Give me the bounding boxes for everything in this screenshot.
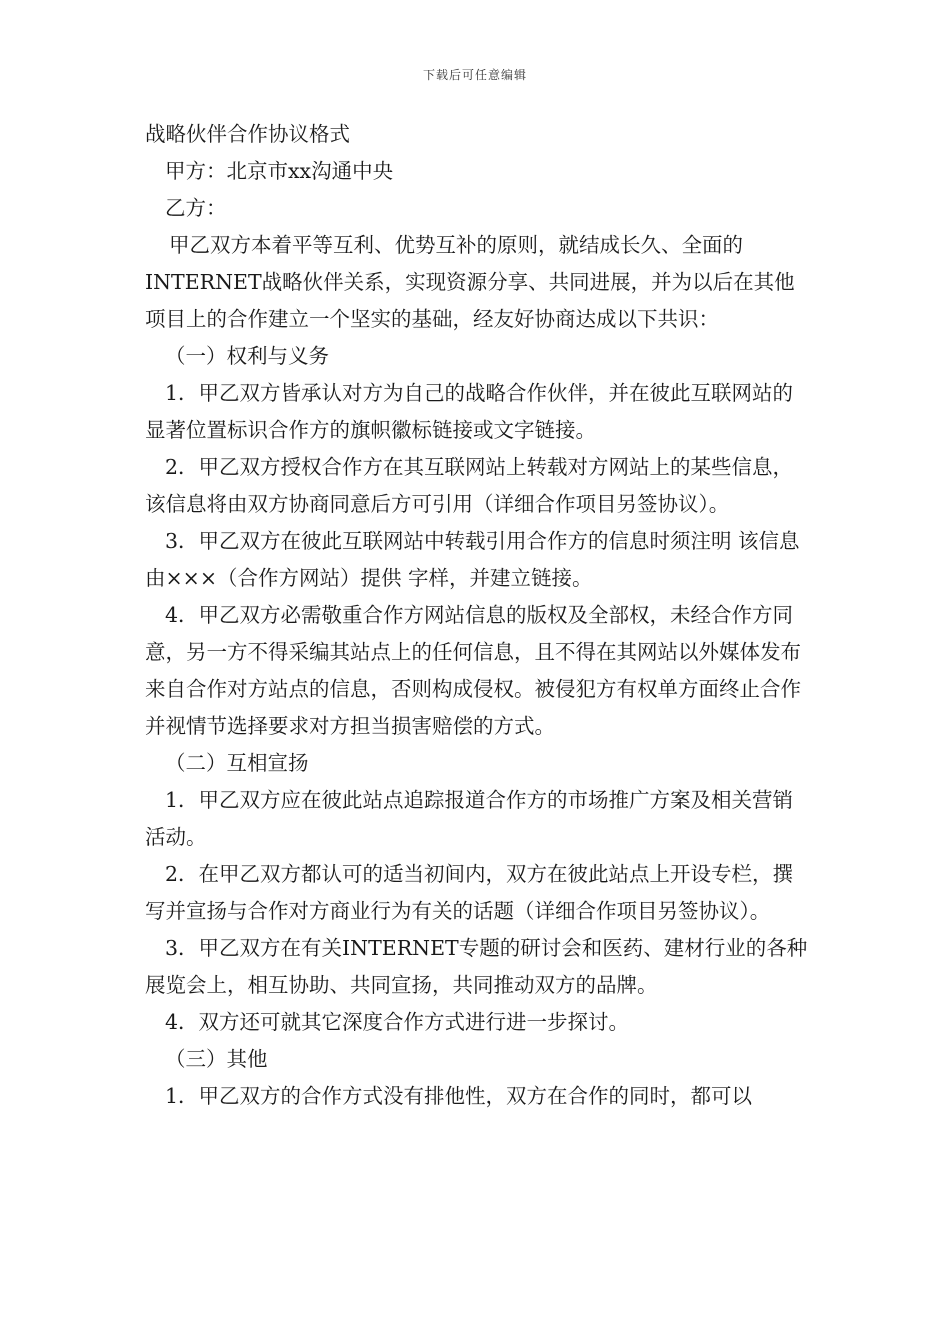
clause-2-3: 3．甲乙双方在有关INTERNET专题的研讨会和医药、建材行业的各种展览会上，相互协助、共同宣扬，共同推动双方的品牌。 — [145, 936, 808, 997]
clause-2-2: 2．在甲乙双方都认可的适当初间内，双方在彼此站点上开设专栏，撰写并宣扬与合作对方商业行为有关的话题（详细合作项目另签协议）。 — [145, 862, 794, 923]
document-title: 战略伙伴合作协议格式 — [145, 122, 350, 146]
section-heading-2: （二）互相宣扬 — [165, 751, 309, 775]
document-body — [145, 116, 810, 1115]
clause-1-2: 2．甲乙双方授权合作方在其互联网站上转载对方网站上的某些信息，该信息将由双方协商同意后方可引用（详细合作项目另签协议）。 — [145, 455, 794, 516]
page-header: 下载后可任意编辑 — [422, 68, 527, 82]
clause-1-4: 4．甲乙双方必需敬重合作方网站信息的版权及全部权，未经合作方同意，另一方不得采编其站点上的任何信息，且不得在其网站以外媒体发布来自合作对方站点的信息，否则构成侵权。被侵犯方有权单方面终止合作并视情节选择要求对方担当损害赔偿的方式。 — [145, 603, 801, 738]
section-heading-3: （三）其他 — [165, 1047, 268, 1071]
clause-1-3: 3．甲乙双方在彼此互联网站中转载引用合作方的信息时须注明 该信息由×××（合作方网站）提供 字样，并建立链接。 — [145, 529, 800, 590]
clause-2-1: 1．甲乙双方应在彼此站点追踪报道合作方的市场推广方案及相关营销活动。 — [145, 788, 794, 849]
party-a-line: 甲方：北京市xx沟通中央 — [165, 159, 394, 183]
clause-3-1: 1．甲乙双方的合作方式没有排他性，双方在合作的同时，都可以 — [165, 1084, 753, 1108]
clause-2-4: 4．双方还可就其它深度合作方式进行进一步探讨。 — [165, 1010, 630, 1034]
party-b-line: 乙方： — [165, 196, 227, 220]
intro-paragraph: 甲乙双方本着平等互利、优势互补的原则，就结成长久、全面的INTERNET战略伙伴关系，实现资源分享、共同进展，并为以后在其他项目上的合作建立一个坚实的基础，经友好协商达成以下共识： — [145, 233, 795, 331]
clause-1-1: 1．甲乙双方皆承认对方为自己的战略合作伙伴，并在彼此互联网站的显著位置标识合作方的旗帜徽标链接或文字链接。 — [145, 381, 794, 442]
section-heading-1: （一）权利与义务 — [165, 344, 329, 368]
